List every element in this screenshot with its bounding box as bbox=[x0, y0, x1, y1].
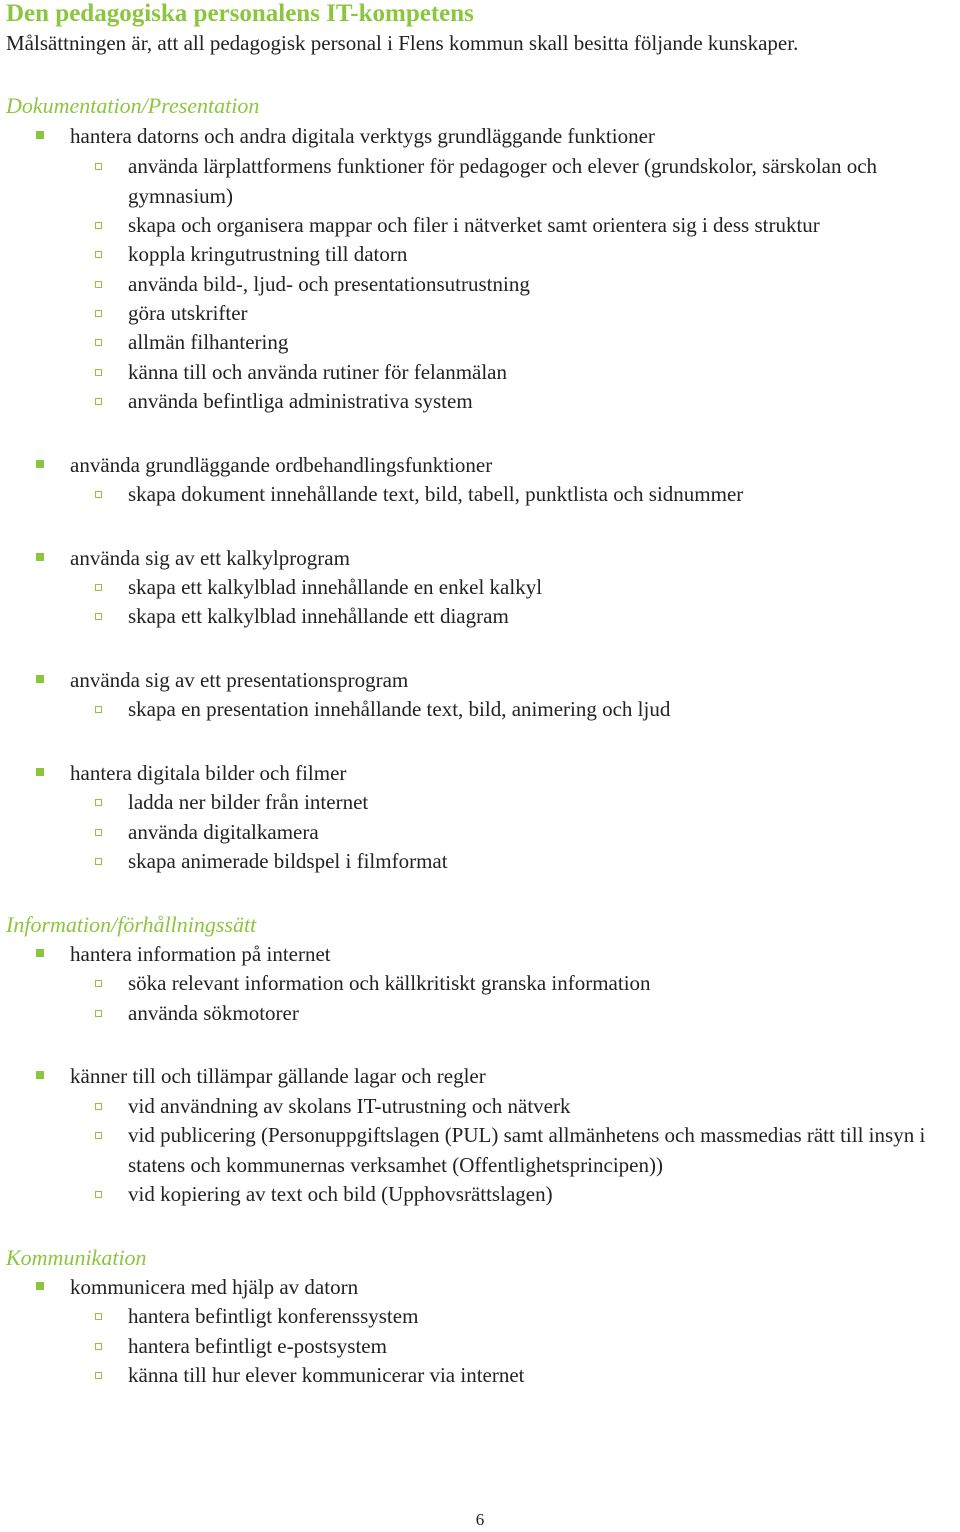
page-subtitle: Målsättningen är, att all pedagogisk personal i Flens kommun skall besitta följande kunskaper. bbox=[6, 31, 799, 55]
hollow-square-bullet-icon bbox=[95, 369, 102, 376]
square-bullet-icon bbox=[36, 553, 44, 561]
section-heading: Information/förhållningssätt bbox=[6, 912, 257, 937]
square-bullet-icon bbox=[36, 460, 44, 468]
hollow-square-bullet-icon bbox=[95, 1343, 102, 1350]
sub-list-item: vid publicering (Personuppgiftslagen (PUL) samt allmänhetens och massmedias rätt till insyn i statens och kommunernas verksamhet (Offentlighetsprincipen)) bbox=[95, 1121, 955, 1180]
sub-list-item: skapa animerade bildspel i filmformat bbox=[95, 847, 955, 877]
hollow-square-bullet-icon bbox=[95, 163, 102, 170]
sub-list-item: ladda ner bilder från internet bbox=[95, 788, 955, 818]
square-bullet-icon bbox=[36, 1071, 44, 1079]
hollow-square-bullet-icon bbox=[95, 1010, 102, 1017]
hollow-square-bullet-icon bbox=[95, 339, 102, 346]
sub-list-item: allmän filhantering bbox=[95, 328, 955, 358]
hollow-square-bullet-icon bbox=[95, 1372, 102, 1379]
hollow-square-bullet-icon bbox=[95, 222, 102, 229]
page-number: 6 bbox=[475, 1510, 485, 1529]
sub-list-item: använda sökmotorer bbox=[95, 999, 955, 1029]
square-bullet-icon bbox=[36, 131, 44, 139]
square-bullet-icon bbox=[36, 1282, 44, 1290]
sub-list-item: hantera befintligt e-postsystem bbox=[95, 1332, 955, 1362]
sub-list-item: använda lärplattformens funktioner för pedagoger och elever (grundskolor, särskolan och gymnasium) bbox=[95, 152, 955, 211]
sub-list-item: göra utskrifter bbox=[95, 299, 955, 329]
hollow-square-bullet-icon bbox=[95, 398, 102, 405]
sub-list-item: hantera befintligt konferenssystem bbox=[95, 1302, 955, 1332]
hollow-square-bullet-icon bbox=[95, 281, 102, 288]
sub-list-item: använda bild-, ljud- och presentationsutrustning bbox=[95, 270, 955, 300]
hollow-square-bullet-icon bbox=[95, 706, 102, 713]
hollow-square-bullet-icon bbox=[95, 613, 102, 620]
hollow-square-bullet-icon bbox=[95, 1313, 102, 1320]
sub-list-item: vid användning av skolans IT-utrustning och nätverk bbox=[95, 1092, 955, 1122]
hollow-square-bullet-icon bbox=[95, 858, 102, 865]
sub-list-item: känna till och använda rutiner för felanmälan bbox=[95, 358, 955, 388]
document-page: Den pedagogiska personalens IT-kompetens Målsättningen är, att all pedagogisk personal i Flens kommun skall besitta följande kunskaper. Dokumentation/Presentation hantera datorns och andra digitala verktygs grundläggande funktioner använda lärplattformens funktioner för pedagoger och elever (grundskolor, särskolan och gymnasium) skapa och organisera mappar och filer i nätverket samt orientera sig i dess struktur koppla kringutrustning till datorn använda bild-, ljud- och presentationsutrustning göra utskrifter allmän filhantering känna till och använda rutiner för felanmälan använda befintliga administrativa system använda grundläggande ordbehandlingsfunktioner skapa dokument innehållande text, bild, tabell, punktlista och sidnummer använda sig av ett kalkylprogram skapa ett kalkylblad innehållande en enkel kalkyl skapa ett kalkylblad innehållande ett diagram använda sig av ett presentationsprogram skapa en presentation innehållande text, bild, animering och ljud hantera digitala bilder och filmer ladda ner bilder från internet använda digitalkamera skapa animerade bildspel i filmformat Information/förhållningssätt hantera information på internet söka relevant information och källkritiskt granska information använda sökmotorer känner till och tillämpar gällande lagar och regler vid användning av skolans IT-utrustning och nätverk vid publicering (Personuppgiftslagen (PUL) samt allmänhetens och massmedias rätt till insyn i statens och kommunernas verksamhet (Offentlighetsprincipen)) vid kopiering av text och bild (Upphovsrättslagen) Kommunikation kommunicera med hjälp av datorn hantera befintligt konferenssystem hantera befintligt e-postsystem känna till hur elever kommunicerar via internet 6 bbox=[0, 0, 960, 1532]
sub-list-item: skapa och organisera mappar och filer i nätverket samt orientera sig i dess struktur bbox=[95, 211, 955, 241]
square-bullet-icon bbox=[36, 768, 44, 776]
sub-list-item: känna till hur elever kommunicerar via internet bbox=[95, 1361, 955, 1391]
hollow-square-bullet-icon bbox=[95, 980, 102, 987]
sub-list-item: skapa en presentation innehållande text, bild, animering och ljud bbox=[95, 695, 955, 725]
hollow-square-bullet-icon bbox=[95, 491, 102, 498]
sub-list-item: söka relevant information och källkritiskt granska information bbox=[95, 969, 955, 999]
sub-list-item: skapa ett kalkylblad innehållande en enkel kalkyl bbox=[95, 573, 955, 603]
sub-list-item: använda digitalkamera bbox=[95, 818, 955, 848]
hollow-square-bullet-icon bbox=[95, 310, 102, 317]
page-title: Den pedagogiska personalens IT-kompetens bbox=[6, 0, 474, 27]
hollow-square-bullet-icon bbox=[95, 251, 102, 258]
square-bullet-icon bbox=[36, 949, 44, 957]
hollow-square-bullet-icon bbox=[95, 1103, 102, 1110]
hollow-square-bullet-icon bbox=[95, 1191, 102, 1198]
hollow-square-bullet-icon bbox=[95, 799, 102, 806]
sub-list-item: skapa dokument innehållande text, bild, tabell, punktlista och sidnummer bbox=[95, 480, 955, 510]
section-heading: Kommunikation bbox=[6, 1245, 147, 1270]
sub-list-item: vid kopiering av text och bild (Upphovsrättslagen) bbox=[95, 1180, 955, 1210]
sub-list-item: skapa ett kalkylblad innehållande ett diagram bbox=[95, 602, 955, 632]
sub-list-item: använda befintliga administrativa system bbox=[95, 387, 955, 417]
square-bullet-icon bbox=[36, 675, 44, 683]
section-heading: Dokumentation/Presentation bbox=[6, 93, 260, 118]
hollow-square-bullet-icon bbox=[95, 584, 102, 591]
hollow-square-bullet-icon bbox=[95, 829, 102, 836]
hollow-square-bullet-icon bbox=[95, 1132, 102, 1139]
sub-list-item: koppla kringutrustning till datorn bbox=[95, 240, 955, 270]
